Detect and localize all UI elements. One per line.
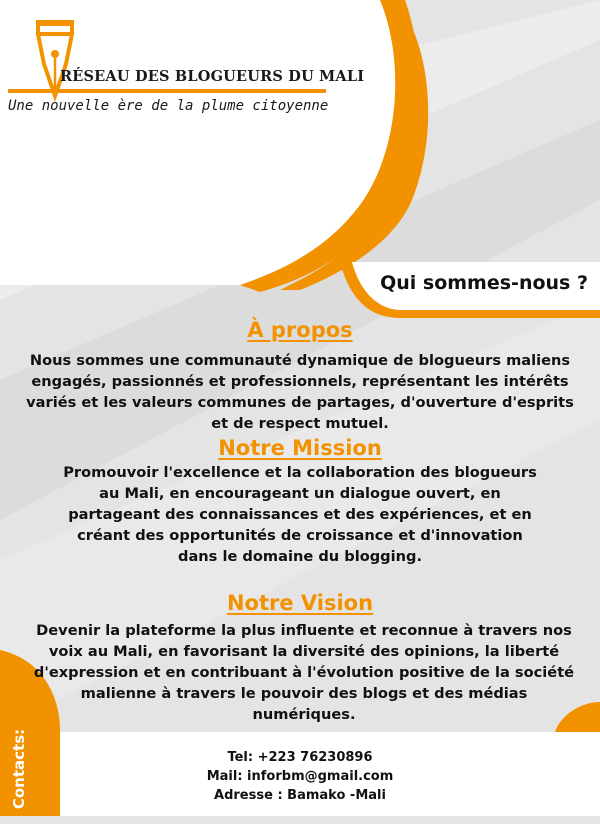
section-text-vision: Devenir la plateforme la plus influente et reconnue à travers nos voix au Mali, en favorisant la diversité des opinions, la liberté d'expression et en contribuant à l'évolution positive de la société malienne à travers le pouvoir des blogs et des médias numériques.	[33, 622, 575, 723]
section-text-mission: Promouvoir l'excellence et la collaboration des blogueurs au Mali, en encourageant un dialogue ouvert, en partageant des connaissances et des expériences, et en créant des opportunités de croissance et d'innovation dans le domaine du blogging.	[63, 464, 537, 565]
contact-tel: Tel: +223 76230896	[227, 750, 373, 765]
section-title-mission: Notre Mission	[218, 436, 382, 460]
brand-underline	[8, 89, 326, 93]
contact-address: Adresse : Bamako -Mali	[214, 788, 386, 803]
section-title-about: À propos	[247, 318, 353, 342]
contacts-label: Contacts:	[10, 728, 28, 810]
brand-name: RÉSEAU DES BLOGUEURS DU MALI	[60, 68, 365, 85]
contact-mail: Mail: inforbm@gmail.com	[206, 769, 394, 784]
brand-tagline: Une nouvelle ère de la plume citoyenne	[8, 98, 329, 114]
section-text-about: Nous sommes une communauté dynamique de blogueurs maliens engagés, passionnés et professionnels, représentant les intérêts variés et les valeurs communes de partages, d'ouverture d'esprits et de respect mutuel.	[26, 352, 574, 432]
page-heading: Qui sommes-nous ?	[380, 272, 588, 294]
section-title-vision: Notre Vision	[226, 591, 374, 615]
